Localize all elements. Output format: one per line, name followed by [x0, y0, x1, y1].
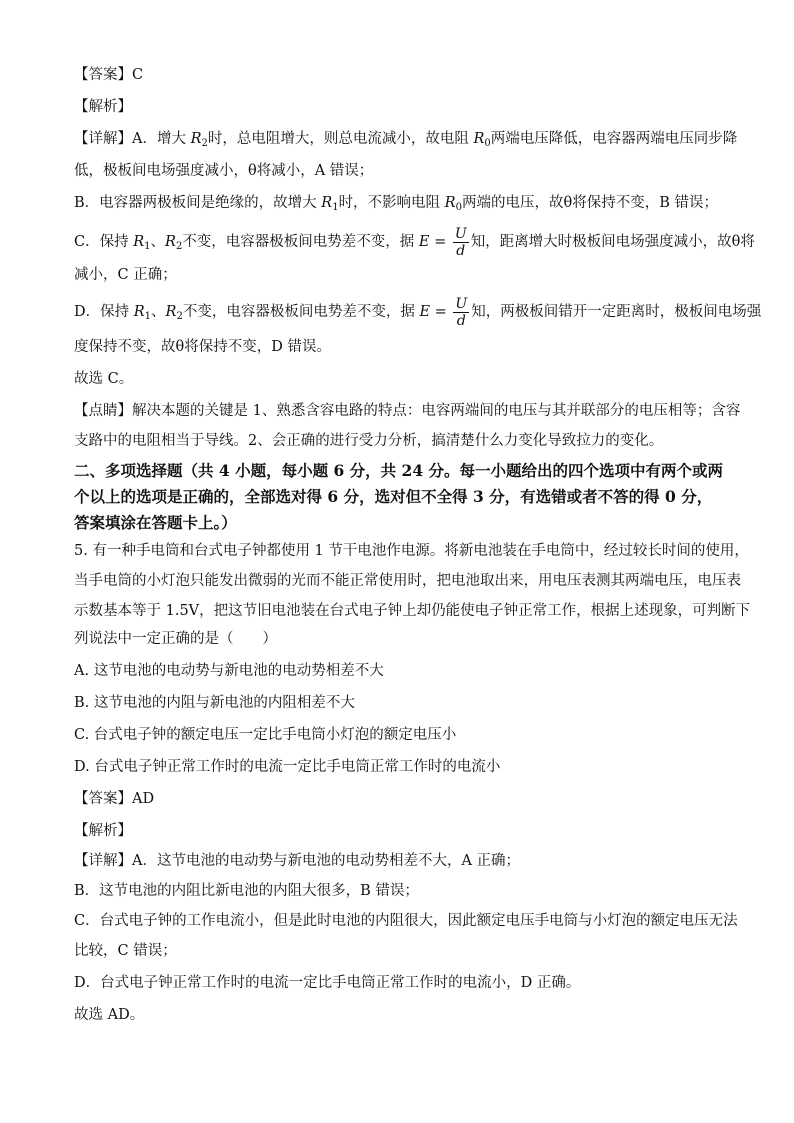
numerator: U — [455, 295, 468, 312]
subscript: 2 — [175, 241, 183, 252]
question-stem-line4: 列说法中一定正确的是（ ） — [74, 631, 277, 647]
question-stem-line2: 当手电筒的小灯泡只能发出微弱的光而不能正常使用时，把电池取出来，用电压表测其两端电压，电压表 — [74, 573, 741, 589]
fraction-u-over-d — [453, 226, 469, 259]
formula-e-equals: E = — [418, 234, 447, 250]
symbol-R: R — [473, 131, 485, 147]
text-span: C．保持 — [74, 234, 129, 250]
detail-c-line2: 比较，C 错误； — [74, 943, 177, 959]
detail-c-line1 — [74, 224, 755, 260]
text-span: D．保持 — [74, 304, 130, 320]
point-line1: 【点睛】解决本题的关键是 1、熟悉含容电路的特点：电容两端间的电压与其并联部分的电压相等；含容 — [74, 403, 741, 419]
question-stem-line3: 示数基本等于 1.5V，把这节旧电池装在台式电子钟上却仍能使电子钟正常工作，根据上述现象，可判断下 — [74, 603, 751, 619]
symbol-R: R — [165, 304, 177, 320]
subscript: 0 — [455, 202, 462, 213]
detail-c-line1: C．台式电子钟的工作电流小，但是此时电池的内阻很大，因此额定电压手电筒与小灯泡的额定电压无法 — [74, 913, 738, 929]
symbol-R: R — [444, 195, 456, 211]
text-span: 两端电压降低，电容器两端电压同步降 — [490, 131, 738, 147]
choose-line: 故选 C。 — [74, 371, 134, 387]
option-c: C. 台式电子钟的额定电压一定比手电筒小灯泡的额定电压小 — [74, 727, 457, 743]
question-stem-line1: 5. 有一种手电筒和台式电子钟都使用 1 节干电池作电源。将新电池装在手电筒中，经过较长时间的使用， — [74, 543, 749, 559]
detail-a-line2: 低，极板间电场强度减小，θ将减小，A 错误； — [74, 163, 374, 179]
section-heading-line2: 个以上的选项是正确的，全部选对得 6 分，选对但不全得 3 分，有选错或者不答的得 0 分， — [74, 487, 713, 506]
subscript: 0 — [484, 138, 491, 149]
analysis-label: 【解析】 — [74, 99, 132, 115]
option-b: B. 这节电池的内阻与新电池的内阻相差不大 — [74, 695, 355, 711]
subscript: 2 — [176, 311, 183, 322]
analysis-label: 【解析】 — [74, 823, 132, 839]
choose-line: 故选 AD。 — [74, 1007, 145, 1023]
text-span: 时，不影响电阻 — [338, 195, 441, 211]
detail-b-line: B．这节电池的内阻比新电池的内阻大很多，B 错误； — [74, 883, 419, 899]
symbol-R: R — [165, 234, 176, 250]
subscript: 1 — [332, 202, 339, 213]
text-span: 、 — [151, 304, 166, 320]
symbol-R: R — [133, 234, 145, 250]
text-span: 时，总电阻增大，则总电流减小，故电阻 — [207, 131, 469, 147]
detail-b-line — [74, 192, 734, 219]
option-d: D. 台式电子钟正常工作时的电流一定比手电筒正常工作时的电流小 — [74, 759, 501, 775]
numerator: U — [454, 225, 467, 242]
option-a: A. 这节电池的电动势与新电池的电动势相差不大 — [74, 663, 384, 679]
text-span: B．电容器两极板间是绝缘的，故增大 — [74, 195, 317, 211]
symbol-R: R — [321, 195, 333, 211]
text-span: 不变，电容器极板间电势差不变，据 — [182, 304, 415, 320]
subscript: 1 — [144, 311, 152, 322]
section-heading-line1: 二、多项选择题（共 4 小题，每小题 6 分，共 24 分。每一小题给出的四个选项中有两个或两 — [74, 461, 724, 480]
subscript: 2 — [201, 138, 208, 149]
symbol-R: R — [190, 131, 202, 147]
symbol-R: R — [133, 304, 145, 320]
denominator: d — [456, 312, 466, 329]
detail-d-line1 — [74, 294, 762, 330]
section-heading-line3: 答案填涂在答题卡上。） — [74, 513, 237, 532]
text-span: 知，距离增大时极板间电场强度减小，故θ将 — [470, 234, 755, 250]
detail-c-line2: 减小，C 正确； — [74, 267, 177, 283]
detail-d-line2: 度保持不变，故θ将保持不变，D 错误。 — [74, 339, 331, 355]
fraction-u-over-d — [453, 296, 469, 329]
answer-label: 【答案】AD — [74, 791, 155, 807]
point-line2: 支路中的电阻相当于导线。2、会正确的进行受力分析，搞清楚什么力变化导致拉力的变化。 — [74, 433, 664, 449]
text-span: 两端的电压，故θ将保持不变，B 错误； — [461, 195, 718, 211]
formula-e-equals: E = — [419, 304, 447, 320]
detail-d-line: D．台式电子钟正常工作时的电流一定比手电筒正常工作时的电流小，D 正确。 — [74, 975, 581, 991]
detail-a-line: 【详解】A．这节电池的电动势与新电池的电动势相差不大，A 正确； — [74, 853, 521, 869]
text-span: 不变，电容器极板间电势差不变，据 — [182, 234, 415, 250]
text-span: 知，两极板间错开一定距离时，极板间电场强 — [471, 304, 762, 320]
text-span: 、 — [150, 234, 166, 250]
answer-label: 【答案】C — [74, 67, 144, 83]
text-span: 【详解】A．增大 — [74, 131, 186, 147]
denominator: d — [456, 242, 466, 259]
detail-a-line1 — [74, 128, 738, 155]
subscript: 1 — [144, 241, 151, 252]
